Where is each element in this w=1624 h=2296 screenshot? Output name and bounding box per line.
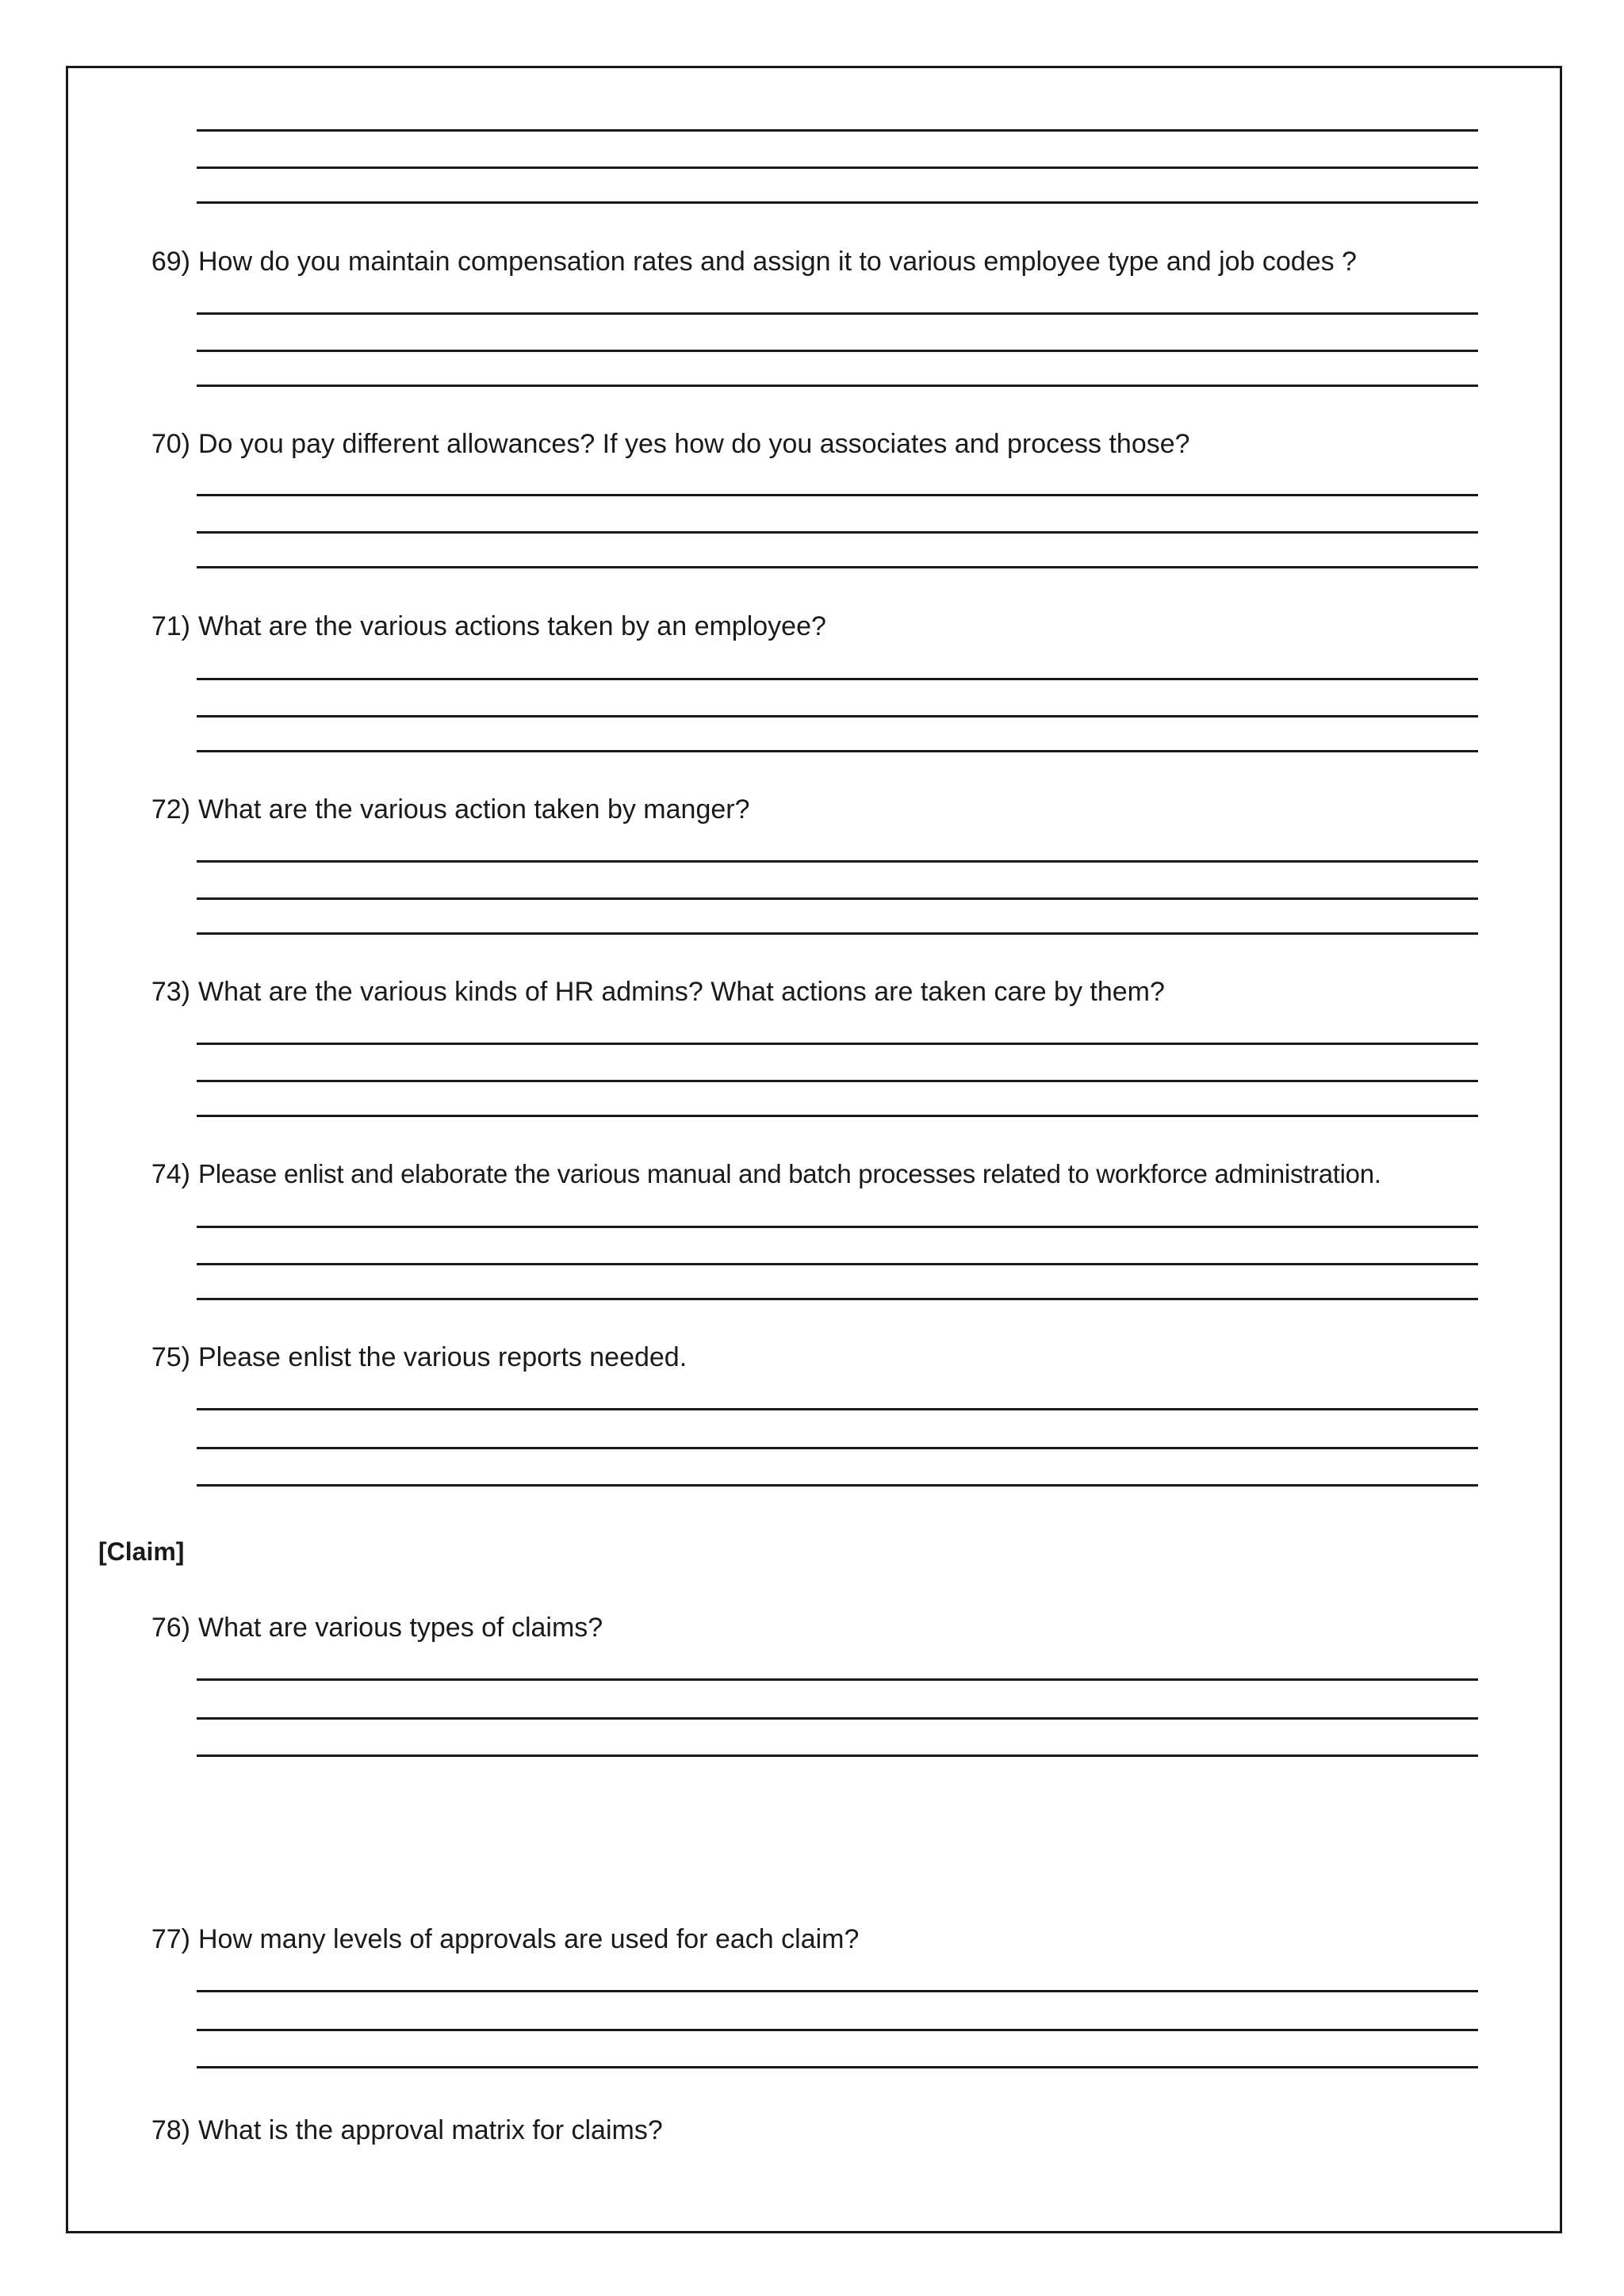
answer-line[interactable] bbox=[197, 129, 1478, 132]
answer-line[interactable] bbox=[197, 312, 1478, 315]
answer-line[interactable] bbox=[197, 1484, 1478, 1487]
answer-line[interactable] bbox=[197, 566, 1478, 568]
page-border bbox=[66, 66, 1562, 2233]
answer-line[interactable] bbox=[197, 1408, 1478, 1410]
answer-line[interactable] bbox=[197, 1298, 1478, 1300]
question-text: Do you pay different allowances? If yes how do you associates and process those? bbox=[198, 429, 1190, 459]
answer-line[interactable] bbox=[197, 1080, 1478, 1082]
answer-line[interactable] bbox=[197, 932, 1478, 935]
question-text: What are the various action taken by manger? bbox=[198, 794, 750, 825]
answer-line[interactable] bbox=[197, 1717, 1478, 1720]
answer-line[interactable] bbox=[197, 201, 1478, 204]
question-number: 75) bbox=[151, 1342, 190, 1372]
question-text: What are the various actions taken by an employee? bbox=[198, 611, 826, 641]
answer-line[interactable] bbox=[197, 1263, 1478, 1265]
answer-line[interactable] bbox=[197, 166, 1478, 169]
question-number: 74) bbox=[151, 1159, 190, 1189]
answer-line[interactable] bbox=[197, 2029, 1478, 2031]
answer-line[interactable] bbox=[197, 1043, 1478, 1045]
answer-line[interactable] bbox=[197, 1115, 1478, 1117]
question-number: 72) bbox=[151, 794, 190, 825]
answer-line[interactable] bbox=[197, 1447, 1478, 1449]
answer-line[interactable] bbox=[197, 1678, 1478, 1681]
question-text: Please enlist and elaborate the various manual and batch processes related to workforce administration. bbox=[198, 1159, 1381, 1188]
section-heading: [Claim] bbox=[98, 1537, 185, 1566]
answer-line[interactable] bbox=[197, 531, 1478, 534]
question-number: 77) bbox=[151, 1924, 190, 1954]
question-text: How many levels of approvals are used for each claim? bbox=[198, 1924, 860, 1954]
answer-line[interactable] bbox=[197, 2066, 1478, 2068]
question-text: How do you maintain compensation rates and assign it to various employee type and job codes ? bbox=[198, 247, 1357, 277]
question-number: 76) bbox=[151, 1613, 190, 1643]
answer-line[interactable] bbox=[197, 350, 1478, 352]
question-number: 70) bbox=[151, 429, 190, 459]
question-text: Please enlist the various reports needed. bbox=[198, 1342, 688, 1372]
answer-line[interactable] bbox=[197, 678, 1478, 680]
question-text: What is the approval matrix for claims? bbox=[198, 2115, 663, 2145]
answer-line[interactable] bbox=[197, 1226, 1478, 1228]
answer-line[interactable] bbox=[197, 1755, 1478, 1757]
question-number: 73) bbox=[151, 977, 190, 1007]
answer-line[interactable] bbox=[197, 860, 1478, 863]
answer-line[interactable] bbox=[197, 1990, 1478, 1992]
question-number: 78) bbox=[151, 2115, 190, 2145]
question-text: What are the various kinds of HR admins? What actions are taken care by them? bbox=[198, 977, 1165, 1007]
answer-line[interactable] bbox=[197, 715, 1478, 718]
answer-line[interactable] bbox=[197, 385, 1478, 387]
question-number: 71) bbox=[151, 611, 190, 641]
question-text: What are various types of claims? bbox=[198, 1613, 603, 1643]
answer-line[interactable] bbox=[197, 750, 1478, 752]
answer-line[interactable] bbox=[197, 897, 1478, 900]
answer-line[interactable] bbox=[197, 494, 1478, 496]
question-number: 69) bbox=[151, 247, 190, 277]
